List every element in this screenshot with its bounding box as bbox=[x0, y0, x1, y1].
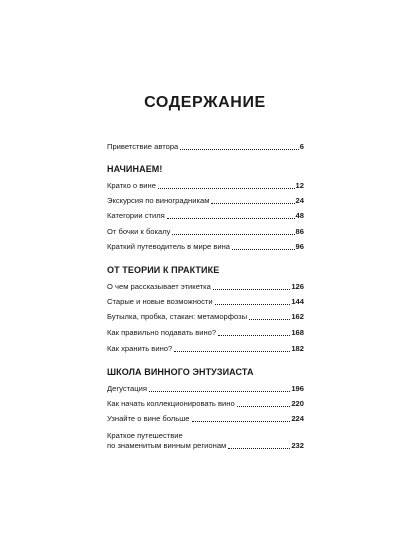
dot-leader bbox=[149, 391, 290, 392]
toc-page-number: 48 bbox=[295, 211, 304, 220]
toc-entry[interactable] bbox=[107, 210, 304, 221]
toc-entry-label: О чем рассказывает этикетка bbox=[107, 282, 211, 291]
dot-leader bbox=[215, 304, 291, 305]
dot-leader bbox=[237, 406, 291, 407]
toc-page-number: 144 bbox=[291, 297, 304, 306]
toc-entry-label: Кратко о вине bbox=[107, 181, 156, 190]
toc-entry[interactable] bbox=[107, 195, 304, 206]
dot-leader bbox=[172, 234, 294, 235]
toc-entry[interactable] bbox=[107, 296, 304, 307]
dot-leader bbox=[158, 188, 295, 189]
toc-entry-label bbox=[107, 431, 226, 451]
toc-entry[interactable] bbox=[107, 311, 304, 322]
toc-entry[interactable] bbox=[107, 226, 304, 237]
dot-leader bbox=[228, 448, 290, 449]
dot-leader bbox=[167, 218, 295, 219]
toc-entry[interactable] bbox=[107, 241, 304, 252]
toc-page-number: 96 bbox=[295, 242, 304, 251]
toc-page-number: 126 bbox=[291, 282, 304, 291]
dot-leader bbox=[211, 203, 294, 204]
toc-entry-label: Старые и новые возможности bbox=[107, 297, 213, 306]
dot-leader bbox=[218, 335, 290, 336]
toc-entry-label: Дегустация bbox=[107, 384, 147, 393]
toc-entry-label: Краткий путеводитель в мире вина bbox=[107, 242, 231, 251]
toc-entry[interactable] bbox=[107, 429, 304, 451]
toc-page-number: 162 bbox=[291, 312, 304, 321]
dot-leader bbox=[232, 249, 295, 250]
toc-entry-label: От бочки к бокалу bbox=[107, 227, 171, 236]
toc-entry[interactable] bbox=[107, 327, 304, 338]
toc-entry-label: Бутылка, пробка, стакан: метаморфозы bbox=[107, 312, 248, 321]
section-heading-theory: ОТ ТЕОРИИ К ПРАКТИКЕ bbox=[107, 265, 220, 275]
toc-entry-label-line1: Краткое путешествие bbox=[107, 431, 183, 440]
toc-entry-label: Экскурсия по виноградникам bbox=[107, 196, 210, 205]
toc-entry-label: Узнайте о вине больше bbox=[107, 414, 190, 423]
toc-entry-intro[interactable] bbox=[107, 141, 304, 152]
toc-page-number: 86 bbox=[295, 227, 304, 236]
toc-entry[interactable] bbox=[107, 383, 304, 394]
section-heading-school: ШКОЛА ВИННОГО ЭНТУЗИАСТА bbox=[107, 367, 254, 377]
toc-page-number: 224 bbox=[291, 414, 304, 423]
toc-entry-label: Как хранить вино? bbox=[107, 344, 173, 353]
toc-entry-label: Категории стиля bbox=[107, 211, 165, 220]
dot-leader bbox=[192, 421, 291, 422]
dot-leader bbox=[174, 351, 290, 352]
toc-page-number: 182 bbox=[291, 344, 304, 353]
dot-leader bbox=[249, 319, 290, 320]
toc-page-number: 220 bbox=[291, 399, 304, 408]
toc-entry[interactable] bbox=[107, 180, 304, 191]
toc-entry-label: Приветствие автора bbox=[107, 142, 179, 151]
page-title: СОДЕРЖАНИЕ bbox=[144, 94, 266, 111]
toc-entry-label: Как правильно подавать вино? bbox=[107, 328, 217, 337]
toc-entry[interactable] bbox=[107, 281, 304, 292]
toc-page-number: 12 bbox=[295, 181, 304, 190]
toc-entry-label-line2: по знаменитым винным регионам bbox=[107, 441, 227, 450]
dot-leader bbox=[213, 289, 290, 290]
toc-page-number: 232 bbox=[291, 441, 304, 450]
toc-entry-label: Как начать коллекционировать вино bbox=[107, 399, 235, 408]
toc-page-number: 196 bbox=[291, 384, 304, 393]
toc-page-number: 168 bbox=[291, 328, 304, 337]
toc-entry[interactable] bbox=[107, 343, 304, 354]
toc-entry[interactable] bbox=[107, 398, 304, 409]
toc-page-number: 24 bbox=[295, 196, 304, 205]
toc-page-number: 6 bbox=[299, 142, 304, 151]
section-heading-start: НАЧИНАЕМ! bbox=[107, 164, 163, 174]
dot-leader bbox=[180, 149, 298, 150]
toc-entry[interactable] bbox=[107, 413, 304, 424]
